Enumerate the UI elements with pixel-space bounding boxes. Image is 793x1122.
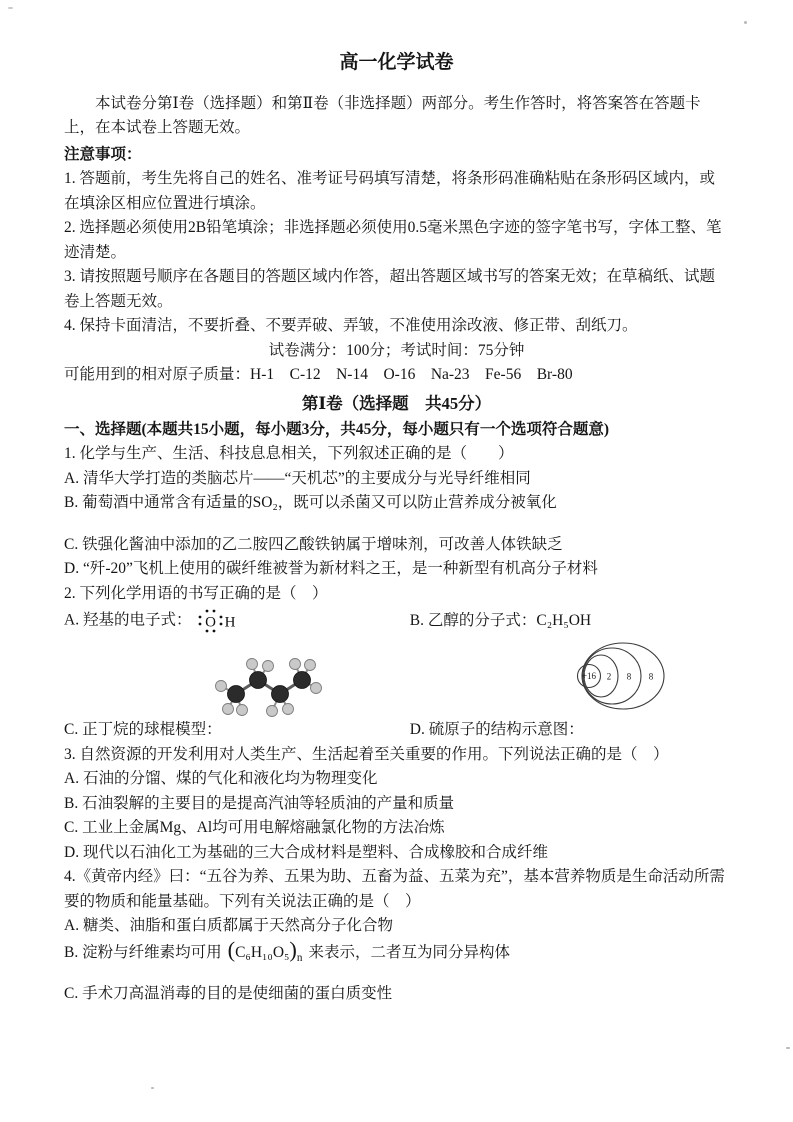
q2-options-cd-row	[64, 718, 729, 742]
q1-option-b: B. 葡萄酒中通常含有适量的SO₂，既可以杀菌又可以防止营养成分被氧化	[64, 494, 557, 512]
formula-close-paren: )	[289, 936, 297, 962]
electron-dot	[220, 616, 223, 619]
notice-item-4: 4. 保持卡面清洁，不要折叠、不要弄破、弄皱，不准使用涂改液、修正带、刮纸刀。	[64, 317, 638, 335]
electron-dot	[199, 623, 202, 626]
q2-options-ab-row	[64, 606, 729, 636]
q4-stem: 4.《黄帝内经》曰：“五谷为养、五果为助、五畜为益、五菜为充”，基本营养物质是生命活动所需要的物质和能量基础。下列有关说法正确的是（ ）	[64, 868, 725, 910]
scan-artifact-dot	[744, 21, 747, 24]
q2-option-a-label: A. 羟基的电子式：	[64, 611, 192, 629]
q2-option-b	[410, 609, 729, 633]
q2-option-c: C. 正丁烷的球棍模型：	[64, 721, 222, 739]
butane-ball-stick-model	[214, 654, 324, 718]
q4-option-b-suffix: 来表示，二者互为同分异构体	[308, 943, 510, 961]
electron-dot	[206, 610, 209, 613]
q4-option-c: C. 手术刀高温消毒的目的是使细菌的蛋白质变性	[64, 984, 393, 1002]
q3-option-b: B. 石油裂解的主要目的是提高汽油等轻质油的产量和质量	[64, 794, 455, 812]
q1-option-d: D. “歼-20”飞机上使用的碳纤维被誉为新材料之王，是一种新型有机高分子材料	[64, 560, 598, 578]
ethanol-formula: C₂H₅OH	[536, 611, 592, 629]
exam-meta: 试卷满分：100分；考试时间：75分钟	[268, 341, 525, 359]
q1-option-c: C. 铁强化酱油中添加的乙二胺四乙酸铁钠属于增味剂，可改善人体铁缺乏	[64, 535, 563, 553]
formula-open-paren: (	[227, 936, 236, 962]
starch-cellulose-formula	[227, 936, 303, 968]
q2-option-b-label: B. 乙醇的分子式：	[409, 611, 537, 629]
notice-item-3: 3. 请按照题号顺序在各题目的答题区域内作答，超出答题区域书写的答案无效；在草稿纸、试题卷上答题无效。	[64, 268, 716, 310]
hydroxyl-electron-formula	[193, 607, 243, 635]
q3-stem: 3. 自然资源的开发利用对人类生产、生活起着至关重要的作用。下列说法正确的是（ ）	[64, 745, 669, 763]
page-title: 高一化学试卷	[339, 52, 454, 73]
electron-dot	[213, 610, 216, 613]
q4-option-a: A. 糖类、油脂和蛋白质都属于天然高分子化合物	[64, 917, 393, 935]
scan-artifact-dot	[786, 1047, 790, 1049]
q2-stem: 2. 下列化学用语的书写正确的是（ ）	[64, 584, 328, 602]
notice-item-1: 1. 答题前，考生先将自己的姓名、准考证号码填写清楚，将条形码准确粘贴在条形码区域内，或在填涂区相应位置进行填涂。	[64, 170, 716, 212]
scan-artifact-dot	[8, 7, 13, 9]
q4-option-b-prefix: B. 淀粉与纤维素均可用	[64, 943, 222, 961]
sulfur-figure	[571, 640, 667, 712]
butane-figure	[214, 654, 324, 718]
carbon-bonds	[236, 680, 302, 694]
notice-heading: 注意事项：	[64, 145, 142, 163]
q3-option-d: D. 现代以石油化工为基础的三大合成材料是塑料、合成橡胶和合成纤维	[64, 843, 548, 861]
q1-option-a: A. 清华大学打造的类脑芯片——“天机芯”的主要成分与光导纤维相同	[64, 469, 531, 487]
atomic-masses: 可能用到的相对原子质量：H-1 C-12 N-14 O-16 Na-23 Fe-56 Br-80	[64, 366, 573, 384]
scan-artifact-dot	[151, 1087, 154, 1089]
q3-option-c: C. 工业上金属Mg、Al均可用电解熔融氯化物的方法冶炼	[64, 819, 445, 837]
notice-item-2: 2. 选择题必须使用2B铅笔填涂；非选择题必须使用0.5毫米黑色字迹的签字笔书写，字体工整、笔迹清楚。	[64, 219, 722, 261]
q2-option-a	[64, 607, 410, 635]
part1-heading: 一、选择题(本题共15小题，每小题3分，共45分，每小题只有一个选项符合题意)	[64, 420, 610, 438]
q2-option-d: D. 硫原子的结构示意图：	[409, 721, 584, 739]
q2-figures-row	[64, 640, 729, 718]
section1-title: 第Ⅰ卷（选择题 共45分）	[301, 393, 492, 413]
q1-stem: 1. 化学与生产、生活、科技息息相关，下列叙述正确的是（ ）	[64, 445, 514, 463]
shell1-count: 2	[606, 671, 612, 682]
q4-option-b	[64, 936, 729, 968]
sulfur-atomic-structure-diagram	[571, 640, 667, 712]
electron-dot	[199, 616, 202, 619]
nucleus-charge: +16	[581, 671, 597, 682]
formula-subscript-n: n	[296, 951, 303, 964]
hydrogen-symbol: H	[225, 614, 236, 631]
intro-paragraph: 本试卷分第Ⅰ卷（选择题）和第Ⅱ卷（非选择题）两部分。考生作答时，将答案答在答题卡上，在本试卷上答题无效。	[64, 95, 701, 137]
shell2-count: 8	[626, 671, 632, 682]
formula-body: C₆H₁₀O₅	[235, 943, 290, 961]
shell3-count: 8	[648, 671, 654, 682]
q3-option-a: A. 石油的分馏、煤的气化和液化均为物理变化	[64, 770, 378, 788]
electron-dot	[220, 623, 223, 626]
oxygen-symbol: O	[205, 614, 217, 631]
